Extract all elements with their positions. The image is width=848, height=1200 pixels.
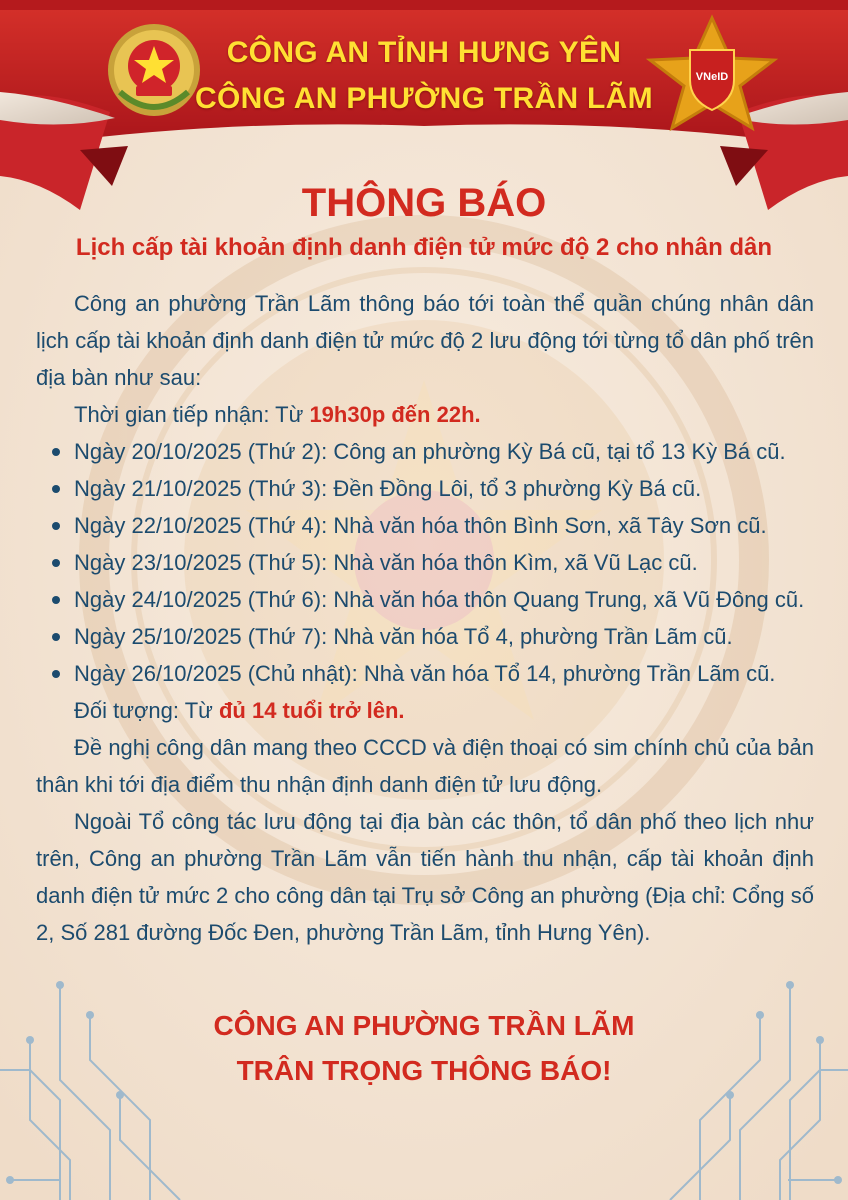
closing-line-1: CÔNG AN PHƯỜNG TRẦN LÃM bbox=[213, 1010, 635, 1041]
notice-subtitle: Lịch cấp tài khoản định danh điện tử mức độ 2 cho nhân dân bbox=[75, 234, 773, 261]
schedule-item: Ngày 26/10/2025 (Chủ nhật): Nhà văn hóa Tổ 14, phường Trần Lãm cũ. bbox=[36, 655, 814, 692]
schedule-item: Ngày 23/10/2025 (Thứ 5): Nhà văn hóa thôn Kìm, xã Vũ Lạc cũ. bbox=[36, 544, 814, 581]
header-line-2: CÔNG AN PHƯỜNG TRẦN LÃM bbox=[195, 82, 653, 115]
header-line-1: CÔNG AN TỈNH HƯNG YÊN bbox=[226, 36, 622, 69]
notice-title: THÔNG BÁO bbox=[301, 181, 547, 225]
reception-time bbox=[36, 396, 814, 433]
schedule-item: Ngày 22/10/2025 (Thứ 4): Nhà văn hóa thôn Bình Sơn, xã Tây Sơn cũ. bbox=[36, 507, 814, 544]
additional-paragraph: Ngoài Tổ công tác lưu động tại địa bàn các thôn, tổ dân phố theo lịch như trên, Công an phường Trần Lãm vẫn tiến hành thu nhận, cấp tài khoản định danh điện tử mức 2 cho công dân tại Trụ sở Công an phường (Địa chỉ: Cổng số 2, Số 281 đường Đốc Đen, phường Trần Lãm, tỉnh Hưng Yên). bbox=[36, 809, 814, 945]
time-value: 19h30p đến 22h. bbox=[309, 402, 481, 427]
request-paragraph: Đề nghị công dân mang theo CCCD và điện thoại có sim chính chủ của bản thân khi tới địa điểm thu nhận định danh điện tử lưu động. bbox=[36, 735, 814, 797]
schedule-item: Ngày 25/10/2025 (Thứ 7): Nhà văn hóa Tổ 4, phường Trần Lãm cũ. bbox=[36, 618, 814, 655]
notice-body bbox=[36, 285, 814, 951]
time-label: Thời gian tiếp nhận: Từ bbox=[74, 402, 310, 427]
schedule-item: Ngày 20/10/2025 (Thứ 2): Công an phường Kỳ Bá cũ, tại tổ 13 Kỳ Bá cũ. bbox=[36, 433, 814, 470]
target-value: đủ 14 tuổi trở lên. bbox=[218, 698, 405, 723]
intro-paragraph: Công an phường Trần Lãm thông báo tới toàn thể quần chúng nhân dân lịch cấp tài khoản định danh điện tử mức độ 2 lưu động tới từng tổ dân phố trên địa bàn như sau: bbox=[36, 291, 814, 390]
schedule-list bbox=[36, 433, 814, 692]
schedule-item: Ngày 21/10/2025 (Thứ 3): Đền Đồng Lôi, tổ 3 phường Kỳ Bá cũ. bbox=[36, 470, 814, 507]
closing-line-2: TRÂN TRỌNG THÔNG BÁO! bbox=[236, 1055, 612, 1086]
schedule-item: Ngày 24/10/2025 (Thứ 6): Nhà văn hóa thôn Quang Trung, xã Vũ Đông cũ. bbox=[36, 581, 814, 618]
target-audience bbox=[36, 692, 814, 729]
svg-text:VNeID: VNeID bbox=[695, 71, 729, 83]
target-label: Đối tượng: Từ bbox=[74, 698, 219, 723]
